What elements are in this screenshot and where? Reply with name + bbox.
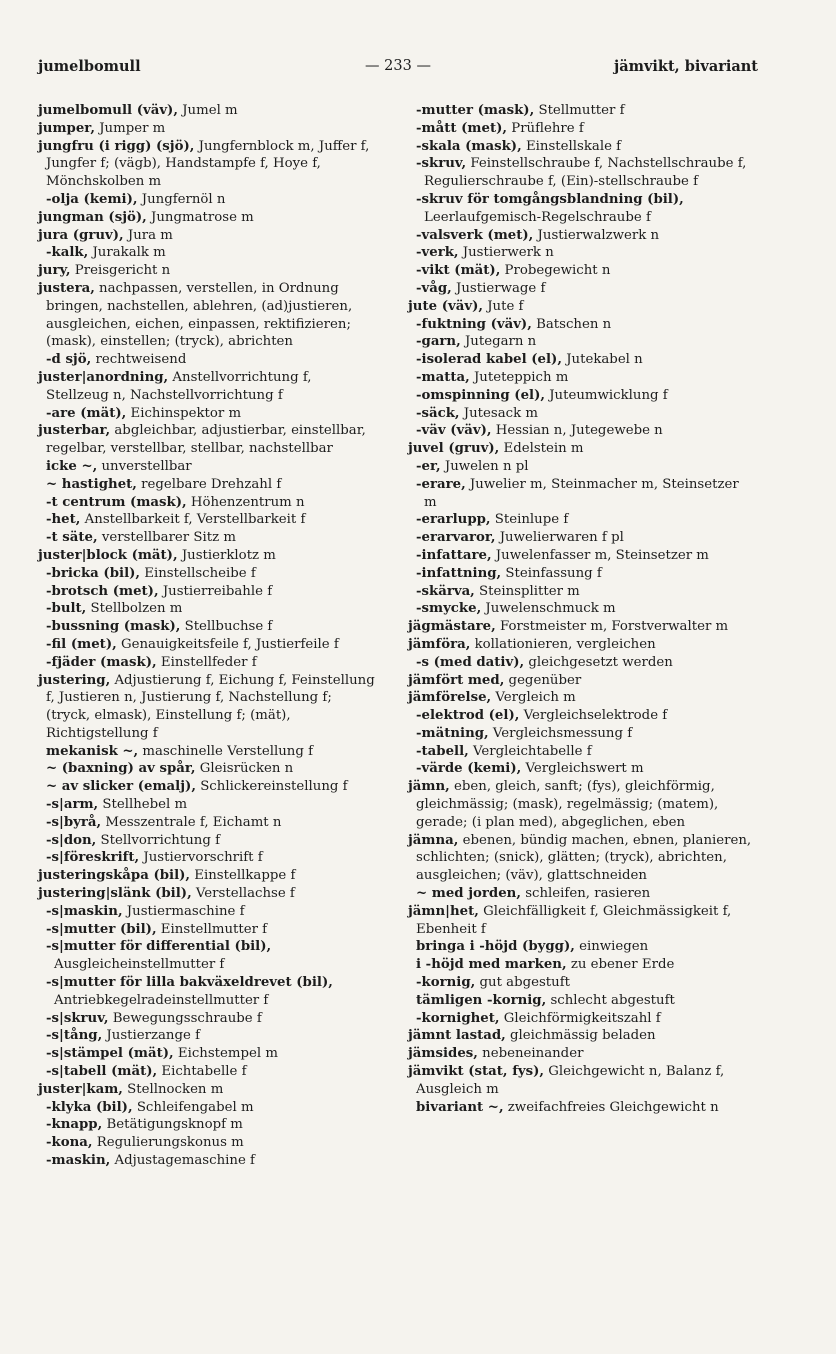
- dictionary-entry: [408, 600, 752, 618]
- entry-headword: -mutter (mask),: [416, 103, 535, 118]
- entry-headword: jämföra,: [408, 636, 471, 652]
- entry-translation: Einstellscheibe f: [140, 565, 256, 581]
- dictionary-entry: [408, 760, 752, 778]
- dictionary-entry: [408, 689, 752, 707]
- entry-translation: Vergleichselektrode f: [519, 708, 668, 724]
- entry-translation: Stellnocken m: [122, 1081, 224, 1097]
- entry-headword: jämsides,: [408, 1046, 478, 1062]
- entry-translation: Schlickereinstellung f: [195, 779, 348, 795]
- dictionary-entry: [38, 832, 378, 850]
- entry-headword: -kornig,: [416, 975, 476, 991]
- entry-translation: Anstellbarkeit f, Verstellbarkeit f: [80, 512, 306, 528]
- dictionary-entry: [408, 583, 752, 601]
- entry-headword: justering|slänk (bil),: [38, 886, 192, 902]
- entry-translation: Juwelier m, Steinmacher m, Steinsetzer m: [424, 476, 739, 510]
- dictionary-entry: [38, 262, 378, 280]
- dictionary-entry: [38, 938, 378, 974]
- dictionary-entry: [38, 458, 378, 476]
- entry-headword: -erare,: [416, 476, 466, 492]
- entry-translation: Juteumwicklung f: [545, 387, 668, 403]
- entry-headword: -fjäder (mask),: [46, 654, 157, 670]
- dictionary-entry: [38, 618, 378, 636]
- entry-headword: jämnt lastad,: [408, 1028, 506, 1044]
- dictionary-entry: [408, 351, 752, 369]
- dictionary-entry: [408, 1010, 752, 1028]
- dictionary-entry: [408, 672, 752, 690]
- entry-headword: -s|föreskrift,: [46, 850, 140, 866]
- entry-headword: -s|maskin,: [46, 903, 123, 919]
- dictionary-entry: [38, 885, 378, 903]
- entry-translation: Genauigkeitsfeile f, Justierfeile f: [116, 636, 339, 652]
- dictionary-entry: [38, 280, 378, 351]
- entry-headword: -tabell,: [416, 743, 469, 759]
- dictionary-entry: [38, 1081, 378, 1099]
- entry-translation: Einstellskale f: [521, 138, 622, 154]
- entry-translation: Vergleichswert m: [521, 761, 644, 777]
- entry-headword: jämn|het,: [408, 903, 479, 919]
- entry-translation: Steinfassung f: [501, 565, 602, 581]
- dictionary-entry: [408, 333, 752, 351]
- entry-translation: Stellvorrichtung f: [96, 832, 220, 848]
- entry-headword: jura (gruv),: [38, 227, 124, 243]
- entry-headword: jungman (sjö),: [38, 209, 147, 225]
- entry-headword: -värde (kemi),: [416, 761, 522, 777]
- entry-translation: eben, gleich, sanft; (fys), gleichförmig, gleichmässig; (mask), regelmässig; (matem), gerade; (i plan med), abgeglichen, eben: [416, 779, 719, 830]
- entry-headword: icke ~,: [46, 458, 98, 474]
- dictionary-entry: [38, 903, 378, 921]
- entry-translation: verstellbarer Sitz m: [97, 530, 236, 546]
- entry-translation: Feinstellschraube f, Nachstellschraube f, Regulierschraube f, (Ein)-stellschraube f: [424, 156, 747, 190]
- dictionary-entry: [38, 814, 378, 832]
- dictionary-entry: [38, 191, 378, 209]
- dictionary-entry: [408, 1099, 752, 1117]
- entry-translation: Justierwalzwerk n: [533, 227, 660, 243]
- dictionary-entry: [38, 209, 378, 227]
- dictionary-entry: [408, 547, 752, 565]
- entry-translation: Jumel m: [177, 103, 238, 118]
- dictionary-entry: [38, 351, 378, 369]
- entry-translation: Gleichfälligkeit f, Gleichmässigkeit f, Ebenheit f: [416, 903, 732, 937]
- dictionary-entry: [408, 262, 752, 280]
- dictionary-entry: [408, 298, 752, 316]
- entry-headword: jämförelse,: [408, 690, 492, 706]
- dictionary-entry: [408, 280, 752, 298]
- entry-translation: Jutegarn n: [460, 334, 537, 350]
- entry-translation: Stellmutter f: [534, 103, 625, 118]
- entry-headword: -våg,: [416, 280, 452, 296]
- dictionary-entry: [408, 369, 752, 387]
- entry-translation: Gleichförmigkeitszahl f: [499, 1010, 661, 1026]
- entry-translation: Steinlupe f: [490, 512, 569, 528]
- dictionary-entry: [38, 422, 378, 458]
- dictionary-entry: [408, 227, 752, 245]
- entry-translation: gleichgesetzt werden: [524, 654, 673, 670]
- dictionary-entry: [408, 832, 752, 885]
- dictionary-entry: [408, 636, 752, 654]
- entry-headword: ~ hastighet,: [46, 476, 137, 492]
- dictionary-entry: [38, 1134, 378, 1152]
- entry-headword: jungfru (i rigg) (sjö),: [38, 138, 195, 154]
- entry-headword: jämna,: [408, 832, 459, 848]
- entry-headword: -kona,: [46, 1135, 93, 1151]
- entry-translation: Eichtabelle f: [157, 1064, 247, 1080]
- dictionary-entry: [38, 227, 378, 245]
- entry-translation: Adjustagemaschine f: [110, 1153, 255, 1169]
- entry-headword: justera,: [38, 280, 95, 296]
- dictionary-entry: [38, 636, 378, 654]
- entry-translation: Adjustierung f, Eichung f, Feinstellung f, Justieren n, Justierung f, Nachstellung f; (tryck, elmask), Einstellung f; (mät), Richtigstellung f: [46, 672, 375, 741]
- entry-headword: -infattning,: [416, 565, 502, 581]
- entry-translation: Vergleichsmessung f: [488, 725, 633, 741]
- dictionary-entry: [38, 369, 378, 405]
- left-column: [38, 102, 378, 1170]
- dictionary-entry: [408, 422, 752, 440]
- entry-headword: jämfört med,: [408, 672, 505, 688]
- dictionary-entry: [408, 1027, 752, 1045]
- dictionary-entry: [38, 1010, 378, 1028]
- dictionary-entry: [408, 778, 752, 831]
- entry-translation: Justierklotz m: [177, 547, 276, 563]
- entry-headword: -skala (mask),: [416, 138, 522, 154]
- dictionary-entry: [38, 102, 378, 120]
- entry-headword: bringa i -höjd (bygg),: [416, 939, 575, 955]
- dictionary-entry: [38, 138, 378, 191]
- dictionary-entry: [408, 1063, 752, 1099]
- entry-headword: -s|stämpel (mät),: [46, 1046, 174, 1062]
- dictionary-entry: [408, 885, 752, 903]
- entry-headword: jute (väv),: [408, 298, 483, 314]
- entry-translation: schlecht abgestuft: [546, 992, 675, 1008]
- entry-headword: -are (mät),: [46, 405, 127, 421]
- entry-translation: Justierreibahle f: [158, 583, 273, 599]
- entry-headword: -vikt (mät),: [416, 263, 501, 279]
- entry-headword: justeringskåpa (bil),: [38, 868, 191, 884]
- dictionary-entry: [408, 1045, 752, 1063]
- dictionary-entry: [408, 511, 752, 529]
- entry-translation: Einstellfeder f: [156, 654, 257, 670]
- entry-translation: Juteteppich m: [469, 369, 569, 385]
- dictionary-entry: [38, 1099, 378, 1117]
- entry-translation: abgleichbar, adjustierbar, einstellbar, regelbar, verstellbar, stellbar, nachstellbar: [46, 423, 366, 457]
- entry-translation: kollationieren, vergleichen: [470, 636, 656, 652]
- dictionary-entry: [38, 1152, 378, 1170]
- entry-translation: gegenüber: [504, 672, 582, 688]
- dictionary-entry: [38, 654, 378, 672]
- dictionary-entry: [38, 120, 378, 138]
- dictionary-entry: [38, 778, 378, 796]
- entry-headword: i -höjd med marken,: [416, 957, 567, 973]
- entry-headword: -valsverk (met),: [416, 227, 534, 243]
- entry-translation: Jungfernöl n: [137, 191, 226, 207]
- entry-translation: Stellbolzen m: [86, 601, 183, 617]
- entry-translation: Ausgleicheinstellmutter f: [54, 957, 225, 973]
- dictionary-entry: [408, 743, 752, 761]
- dictionary-entry: [38, 244, 378, 262]
- entry-headword: jury,: [38, 263, 71, 279]
- dictionary-entry: [408, 956, 752, 974]
- dictionary-entry: [408, 476, 752, 512]
- entry-headword: -isolerad kabel (el),: [416, 352, 562, 368]
- entry-translation: regelbare Drehzahl f: [136, 476, 282, 492]
- entry-translation: Justierwage f: [451, 280, 546, 296]
- dictionary-entry: [408, 120, 752, 138]
- entry-headword: -fil (met),: [46, 636, 117, 652]
- dictionary-entry: [38, 672, 378, 743]
- entry-headword: -erarlupp,: [416, 512, 491, 528]
- dictionary-entry: [408, 458, 752, 476]
- entry-headword: juster|block (mät),: [38, 547, 178, 563]
- entry-translation: Jute f: [483, 298, 524, 314]
- entry-translation: ebenen, bündig machen, ebnen, planieren, schlichten; (snick), glätten; (tryck), abrichten, ausgleichen; (väv), glattschneiden: [416, 832, 752, 884]
- header-right-guide-word: jämvikt, bivariant: [613, 58, 758, 75]
- entry-headword: ~ med jorden,: [416, 886, 521, 902]
- entry-headword: juster|anordning,: [38, 369, 169, 385]
- dictionary-entry: [408, 618, 752, 636]
- dictionary-entry: [38, 1045, 378, 1063]
- entry-headword: -s|byrå,: [46, 814, 102, 830]
- entry-headword: -klyka (bil),: [46, 1099, 133, 1115]
- entry-translation: Stellhebel m: [98, 797, 188, 813]
- entry-translation: Steinsplitter m: [474, 583, 580, 599]
- entry-headword: -bricka (bil),: [46, 565, 141, 581]
- entry-translation: Bewegungsschraube f: [108, 1010, 262, 1026]
- entry-translation: Gleichgewicht n, Balanz f, Ausgleich m: [416, 1064, 725, 1097]
- entry-translation: Preisgericht n: [70, 263, 171, 279]
- entry-headword: -matta,: [416, 369, 470, 385]
- entry-headword: -kalk,: [46, 245, 89, 261]
- dictionary-entry: [408, 102, 752, 120]
- entry-translation: Verstellachse f: [191, 886, 295, 902]
- entry-translation: gut abgestuft: [475, 975, 570, 991]
- entry-headword: -skruv,: [416, 156, 467, 172]
- entry-headword: -t centrum (mask),: [46, 494, 187, 510]
- entry-headword: ~ (baxning) av spår,: [46, 761, 196, 777]
- entry-headword: -s|mutter för differential (bil),: [46, 939, 272, 955]
- dictionary-entry: [408, 440, 752, 458]
- entry-translation: Leerlaufgemisch-Regelschraube f: [424, 209, 651, 225]
- entry-headword: juster|kam,: [38, 1081, 123, 1097]
- entry-headword: -het,: [46, 512, 81, 528]
- dictionary-entry: [38, 1116, 378, 1134]
- entry-translation: zweifachfreies Gleichgewicht n: [503, 1099, 719, 1115]
- entry-headword: tämligen -kornig,: [416, 992, 547, 1008]
- entry-headword: jämn,: [408, 779, 450, 795]
- entry-headword: -mätning,: [416, 725, 489, 741]
- entry-headword: -väv (väv),: [416, 423, 492, 439]
- entry-headword: -knapp,: [46, 1117, 103, 1133]
- entry-translation: Jutekabel n: [561, 352, 643, 368]
- dictionary-entry: [408, 565, 752, 583]
- dictionary-entry: [38, 494, 378, 512]
- entry-headword: -s|arm,: [46, 797, 99, 813]
- entry-headword: -s|mutter för lilla bakväxeldrevet (bil),: [46, 975, 333, 991]
- entry-translation: Hessian n, Jutegewebe n: [491, 423, 663, 439]
- dictionary-entry: [38, 600, 378, 618]
- entry-translation: unverstellbar: [97, 458, 192, 474]
- entry-headword: jägmästare,: [408, 619, 496, 635]
- entry-headword: -säck,: [416, 405, 460, 421]
- entry-translation: Prüflehre f: [507, 120, 584, 136]
- entry-translation: zu ebener Erde: [566, 957, 675, 973]
- entry-headword: -fuktning (väv),: [416, 316, 532, 332]
- dictionary-entry: [408, 707, 752, 725]
- dictionary-entry: [408, 974, 752, 992]
- entry-translation: Eichstempel m: [173, 1046, 278, 1062]
- entry-translation: Juwelen n pl: [440, 458, 529, 474]
- entry-headword: jämvikt (stat, fys),: [408, 1064, 545, 1080]
- entry-translation: nebeneinander: [477, 1046, 584, 1062]
- entry-translation: Antriebkegelradeinstellmutter f: [54, 992, 269, 1008]
- dictionary-entry: [408, 316, 752, 334]
- entry-translation: Juwelenschmuck m: [481, 601, 616, 617]
- dictionary-entry: [38, 1063, 378, 1081]
- dictionary-entry: [38, 743, 378, 761]
- dictionary-entry: [38, 867, 378, 885]
- dictionary-entry: [38, 974, 378, 1010]
- entry-translation: Höhenzentrum n: [186, 494, 305, 510]
- entry-translation: Betätigungsknopf m: [102, 1117, 243, 1133]
- entry-translation: Jutesack m: [459, 405, 538, 421]
- dictionary-entry: [38, 476, 378, 494]
- entry-headword: -erarvaror,: [416, 530, 496, 546]
- entry-headword: -olja (kemi),: [46, 191, 138, 207]
- entry-translation: Juwelenfasser m, Steinsetzer m: [491, 547, 709, 563]
- dictionary-entry: [408, 405, 752, 423]
- entry-translation: gleichmässig beladen: [505, 1028, 656, 1044]
- entry-headword: -s|tång,: [46, 1028, 103, 1044]
- dictionary-entry: [38, 511, 378, 529]
- dictionary-entry: [38, 405, 378, 423]
- entry-headword: -smycke,: [416, 601, 482, 617]
- entry-headword: -maskin,: [46, 1153, 111, 1169]
- right-column: [408, 102, 752, 1116]
- entry-headword: -s (med dativ),: [416, 654, 525, 670]
- dictionary-entry: [408, 903, 752, 939]
- dictionary-entry: [408, 654, 752, 672]
- dictionary-entry: [408, 529, 752, 547]
- entry-translation: einwiegen: [574, 939, 649, 955]
- dictionary-entry: [38, 760, 378, 778]
- entry-headword: mekanisk ~,: [46, 743, 139, 759]
- dictionary-entry: [38, 529, 378, 547]
- page-number: — 233 —: [365, 58, 431, 74]
- entry-translation: Jurakalk m: [88, 245, 166, 261]
- dictionary-entry: [408, 138, 752, 156]
- dictionary-entry: [38, 565, 378, 583]
- entry-headword: -omspinning (el),: [416, 387, 545, 403]
- dictionary-entry: [38, 921, 378, 939]
- entry-headword: jumper,: [38, 120, 95, 136]
- entry-translation: Gleisrücken n: [195, 761, 294, 777]
- entry-translation: Messzentrale f, Eichamt n: [101, 814, 282, 830]
- entry-translation: Probegewicht n: [500, 263, 611, 279]
- dictionary-entry: [38, 849, 378, 867]
- entry-translation: Anstellvorrichtung f, Stellzeug n, Nachstellvorrichtung f: [46, 369, 312, 403]
- entry-headword: juvel (gruv),: [408, 441, 500, 457]
- entry-headword: bivariant ~,: [416, 1099, 504, 1115]
- entry-headword: -brotsch (met),: [46, 583, 159, 599]
- entry-translation: Einstellmutter f: [156, 921, 268, 937]
- dictionary-entry: [38, 1027, 378, 1045]
- entry-headword: -er,: [416, 458, 441, 474]
- entry-headword: -skruv för tomgångsblandning (bil),: [416, 191, 684, 207]
- entry-headword: justering,: [38, 672, 111, 688]
- entry-translation: Juwelierwaren f pl: [495, 530, 624, 546]
- entry-headword: -verk,: [416, 245, 459, 261]
- dictionary-entry: [408, 725, 752, 743]
- entry-headword: -t säte,: [46, 530, 98, 546]
- entry-headword: -s|skruv,: [46, 1010, 109, 1026]
- dictionary-entry: [408, 992, 752, 1010]
- entry-translation: Jumper m: [94, 120, 166, 136]
- entry-headword: -bussning (mask),: [46, 619, 181, 635]
- entry-headword: -s|don,: [46, 832, 97, 848]
- entry-headword: -mått (met),: [416, 120, 508, 136]
- entry-headword: -s|tabell (mät),: [46, 1064, 158, 1080]
- dictionary-entry: [38, 547, 378, 565]
- entry-translation: Schleifengabel m: [132, 1099, 254, 1115]
- entry-headword: -bult,: [46, 601, 87, 617]
- entry-translation: Eichinspektor m: [126, 405, 242, 421]
- entry-translation: Justierwerk n: [458, 245, 554, 261]
- entry-translation: Stellbuchse f: [180, 619, 273, 635]
- entry-translation: Regulierungskonus m: [92, 1135, 244, 1151]
- entry-headword: -garn,: [416, 334, 461, 350]
- entry-translation: nachpassen, verstellen, in Ordnung bringen, nachstellen, ablehren, (ad)justieren, ausgleichen, eichen, einpassen, rektifizieren; (mask), einstellen; (tryck), abrichten: [46, 280, 353, 350]
- entry-headword: justerbar,: [38, 423, 111, 439]
- entry-translation: schleifen, rasieren: [520, 886, 651, 902]
- entry-translation: Einstellkappe f: [190, 868, 296, 884]
- entry-translation: Justierzange f: [102, 1028, 200, 1044]
- entry-translation: Forstmeister m, Forstverwalter m: [495, 619, 729, 635]
- entry-translation: Edelstein m: [499, 441, 584, 457]
- entry-translation: Batschen n: [531, 316, 612, 332]
- page-header: [38, 58, 758, 82]
- entry-headword: -s|mutter (bil),: [46, 921, 157, 937]
- entry-translation: Vergleichtabelle f: [468, 743, 592, 759]
- entry-translation: Jura m: [123, 227, 173, 243]
- entry-translation: rechtweisend: [91, 352, 187, 368]
- entry-translation: Justiermaschine f: [122, 903, 245, 919]
- entry-headword: ~ av slicker (emalj),: [46, 779, 196, 795]
- entry-translation: Jungmatrose m: [146, 209, 254, 225]
- dictionary-entry: [408, 938, 752, 956]
- dictionary-entry: [408, 191, 752, 227]
- dictionary-entry: [408, 244, 752, 262]
- entry-headword: -infattare,: [416, 547, 492, 563]
- entry-headword: -kornighet,: [416, 1010, 500, 1026]
- dictionary-entry: [408, 387, 752, 405]
- entry-translation: Vergleich m: [491, 690, 576, 706]
- dictionary-entry: [38, 796, 378, 814]
- entry-translation: Jungfernblock m, Juffer f, Jungfer f; (vägb), Handstampfe f, Hoye f, Mönchskolben m: [46, 138, 370, 190]
- entry-headword: jumelbomull (väv),: [38, 103, 178, 118]
- entry-headword: -d sjö,: [46, 352, 92, 368]
- entry-headword: -elektrod (el),: [416, 708, 520, 724]
- entry-headword: -skärva,: [416, 583, 475, 599]
- entry-translation: maschinelle Verstellung f: [138, 743, 314, 759]
- header-left-guide-word: jumelbomull: [38, 58, 141, 75]
- dictionary-entry: [38, 583, 378, 601]
- dictionary-entry: [408, 155, 752, 191]
- entry-translation: Justiervorschrift f: [139, 850, 263, 866]
